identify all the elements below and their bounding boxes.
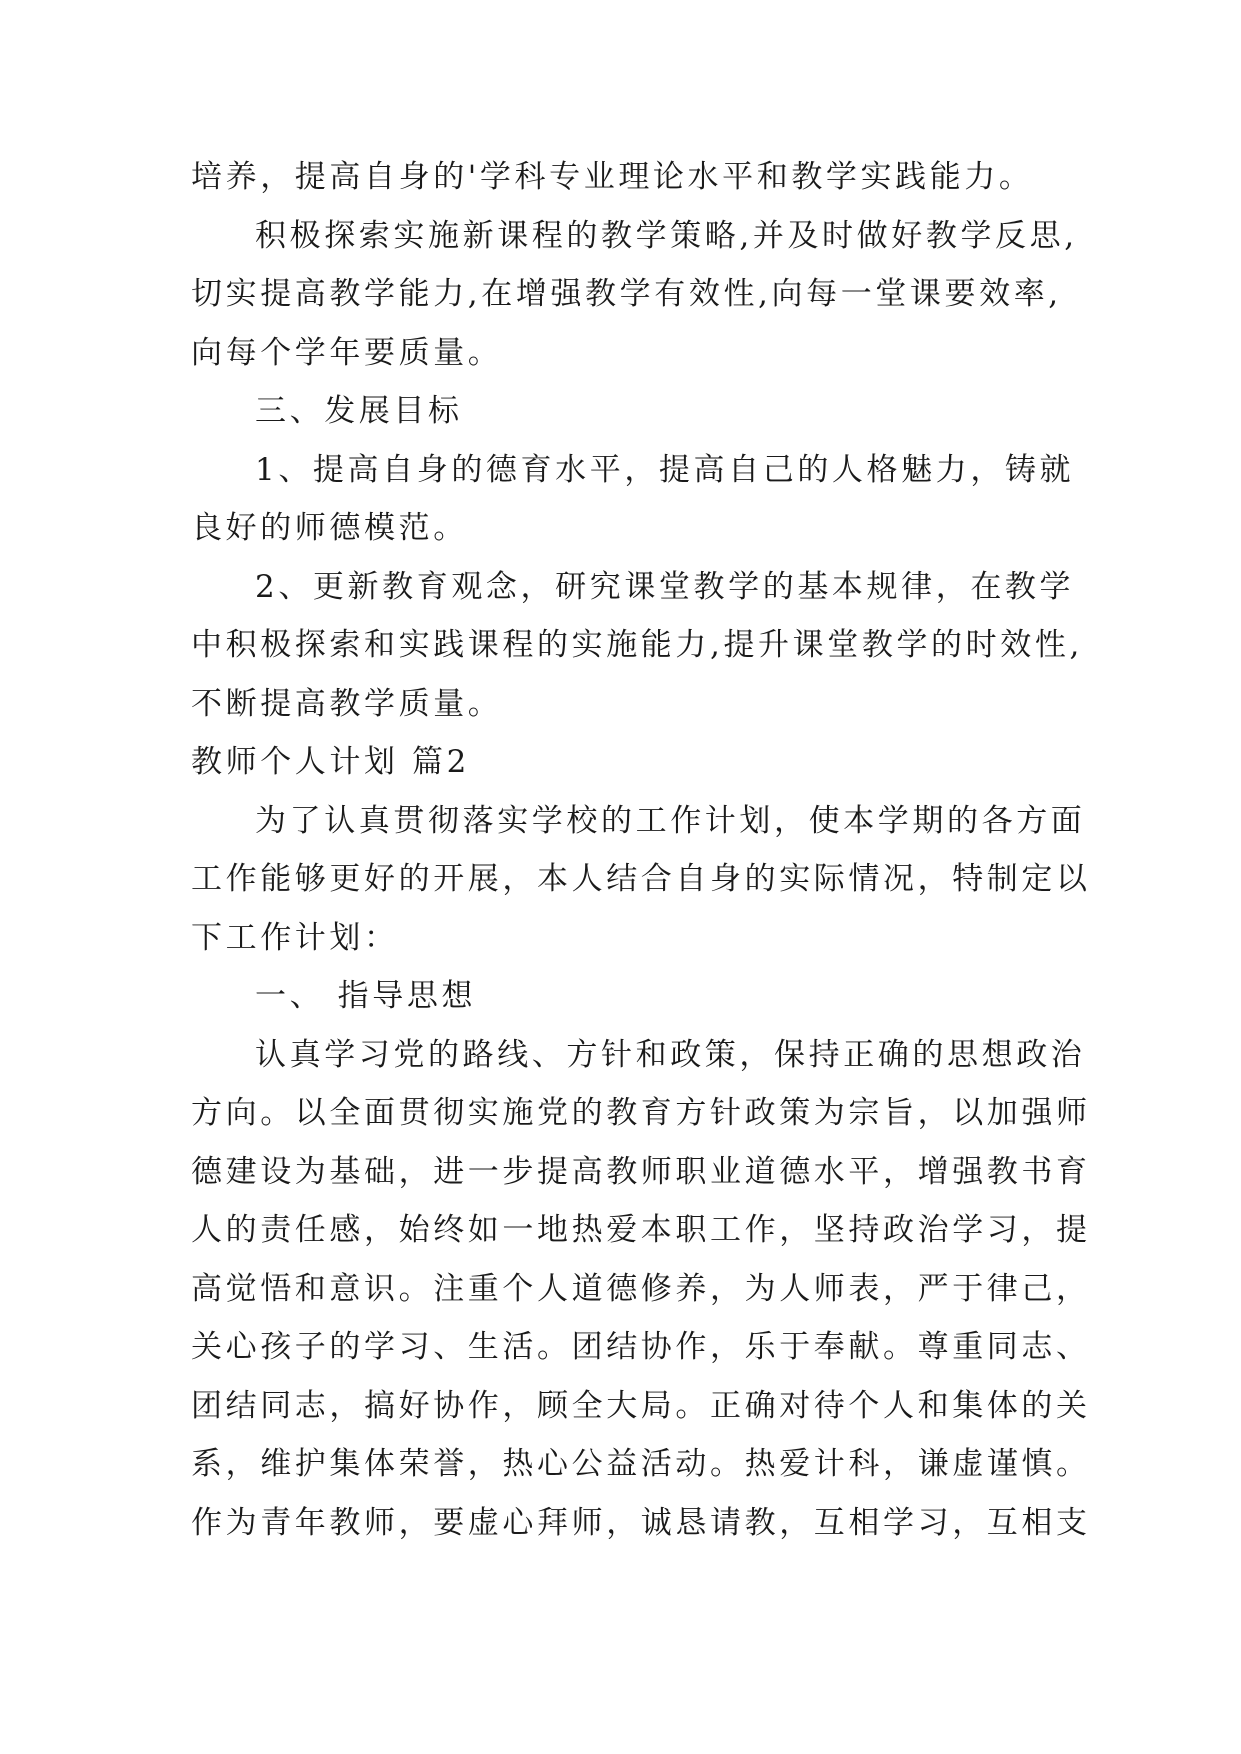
text-line: 方向。以全面贯彻实施党的教育方针政策为宗旨，以加强师 (191, 1095, 1091, 1131)
text-line: 作为青年教师，要虚心拜师，诚恳请教，互相学习，互相支 (191, 1504, 1091, 1541)
text-line: 良好的师德模范。 (191, 510, 468, 546)
text-line: 工作能够更好的开展，本人结合自身的实际情况，特制定以 (191, 861, 1091, 897)
text-line: 为了认真贯彻落实学校的工作计划，使本学期的各方面 (255, 802, 1086, 839)
text-line: 教师个人计划 篇2 (191, 744, 470, 780)
text-line: 积极探索实施新课程的教学策略,并及时做好教学反思, (255, 217, 1078, 254)
text-line: 三、发展目标 (255, 393, 463, 429)
text-line: 2、更新教育观念，研究课堂教学的基本规律，在教学 (255, 568, 1075, 605)
text-line: 团结同志，搞好协作，顾全大局。正确对待个人和集体的关 (191, 1387, 1091, 1424)
text-line: 向每个学年要质量。 (191, 334, 503, 371)
text-line: 1、提高自身的德育水平，提高自己的人格魅力，铸就 (255, 451, 1075, 488)
text-line: 德建设为基础，进一步提高教师职业道德水平，增强教书育 (191, 1153, 1091, 1190)
text-line: 中积极探索和实践课程的实施能力,提升课堂教学的时效性, (191, 627, 1083, 663)
text-line: 人的责任感，始终如一地热爱本职工作，坚持政治学习，提 (191, 1212, 1091, 1248)
text-line: 认真学习党的路线、方针和政策，保持正确的思想政治 (255, 1036, 1086, 1073)
text-line: 高觉悟和意识。注重个人道德修养，为人师表，严于律己， (191, 1270, 1091, 1307)
text-line: 一、 指导思想 (255, 978, 477, 1014)
text-line: 下工作计划： (191, 919, 399, 956)
document-page (191, 148, 1091, 1552)
text-line: 关心孩子的学习、生活。团结协作，乐于奉献。尊重同志、 (191, 1329, 1091, 1365)
text-line: 不断提高教学质量。 (191, 685, 503, 722)
text-line: 切实提高教学能力,在增强教学有效性,向每一堂课要效率, (191, 276, 1062, 312)
text-line: 培养，提高自身的'学科专业理论水平和教学实践能力。 (191, 159, 1034, 195)
text-line: 系，维护集体荣誉，热心公益活动。热爱计科，谦虚谨慎。 (191, 1446, 1091, 1482)
